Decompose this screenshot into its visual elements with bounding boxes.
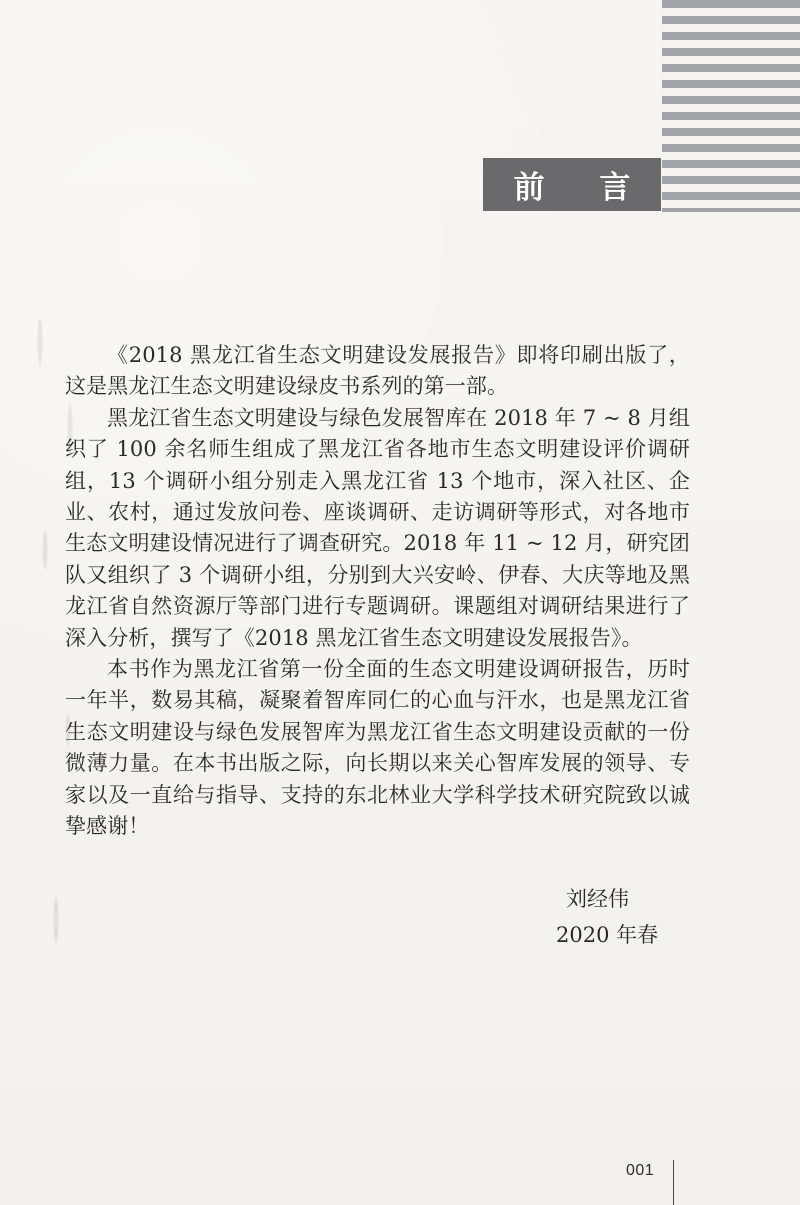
preface-paragraph-3: 本书作为黑龙江省第一份全面的生态文明建设调研报告，历时一年半，数易其稿，凝聚着智库同仁的心血与汗水，也是黑龙江省生态文明建设与绿色发展智库为黑龙江省生态文明建设贡献的一份微薄力量。在本书出版之际，向长期以来关心智库发展的领导、专家以及一直给与指导、支持的东北林业大学科学技术研究院致以诚挚感谢！ [65,657,690,839]
page-number: 001 [626,1162,655,1179]
signature-block [556,881,668,953]
preface-paragraph-2: 黑龙江省生态文明建设与绿色发展智库在 2018 年 7 ~ 8 月组织了 100 余名师生组成了黑龙江省各地市生态文明建设评价调研组，13 个调研小组分别走入黑龙江省 13 个地市，深入社区、企业、农村，通过发放问卷、座谈调研、走访调研等形式，对各地市生态文明建设情况进行了调查研究。2018 年 11 ~ 12 月，研究团队又组织了 3 个调研小组，分别到大兴安岭、伊春、大庆等地及黑龙江省自然资源厅等部门进行专题调研。课题组对调研结果进行了深入分析，撰写了《2018 黑龙江省生态文明建设发展报告》。 [65,405,690,650]
preface-paragraph-1: 《2018 黑龙江省生态文明建设发展报告》即将印刷出版了，这是黑龙江生态文明建设绿皮书系列的第一部。 [65,343,690,399]
page-title-box [483,158,661,211]
page-title: 前 言 [513,170,653,206]
header-decorative-stripes [662,0,800,212]
preface-content [65,340,690,843]
signature-name: 刘经伟 [566,887,629,911]
footer-divider [673,1160,674,1205]
signature-date: 2020 年春 [556,923,659,947]
